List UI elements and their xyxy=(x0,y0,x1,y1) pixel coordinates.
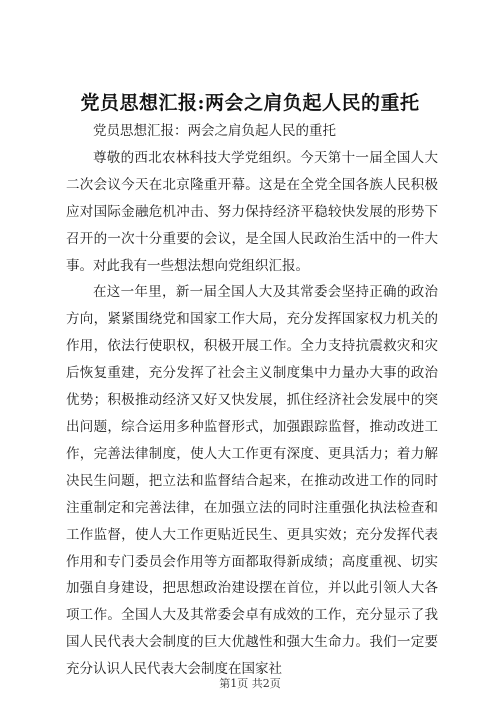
document-title: 党员思想汇报:两会之肩负起人民的重托 xyxy=(80,92,420,114)
body-paragraph: 在这一年里，新一届全国人大及其常委会坚持正确的政治方向，紧紧围绕党和国家工作大局，充分发挥国家权力机关的作用，依法行使职权，积极开展工作。全力支持抗震救灾和灾后恢复重建，充分发挥了社会主义制度集中力量办大事的政治优势；积极推动经济又好又快发展，抓住经济社会发展中的突出问题，综合运用多种监督形式，加强跟踪监督，推动改进工作，完善法律制度，使人大工作更有深度、更具活力；着力解决民生问题，把立法和监督结合起来，在推动改进工作的同时注重制定和完善法律，在加强立法的同时注重强化执法检查和工作监督，使人大工作更贴近民生、更具实效；充分发挥代表作用和专门委员会作用等方面都取得新成绩；高度重视、切实加强自身建设，把思想政治建设摆在首位，并以此引领人大各项工作。全国人大及其常委会卓有成效的工作，充分显示了我国人民代表大会制度的巨大优越性和强大生命力。我们一定要充分认识人民代表大会制度在国家社 xyxy=(66,284,438,678)
page-number: 第1页 共2页 xyxy=(219,677,281,690)
salutation-paragraph: 尊敬的西北农林科技大学党组织。今天第十一届全国人大二次会议今天在北京隆重开幕。这是在全党全国各族人民积极应对国际金融危机冲击、努力保持经济平稳较快发展的形势下召开的一次十分重要的会议，是全国人民政治生活中的一件大事。对此我有一些想法想向党组织汇报。 xyxy=(66,149,438,274)
document-body xyxy=(66,118,438,683)
subtitle-paragraph: 党员思想汇报：两会之肩负起人民的重托 xyxy=(93,123,336,139)
